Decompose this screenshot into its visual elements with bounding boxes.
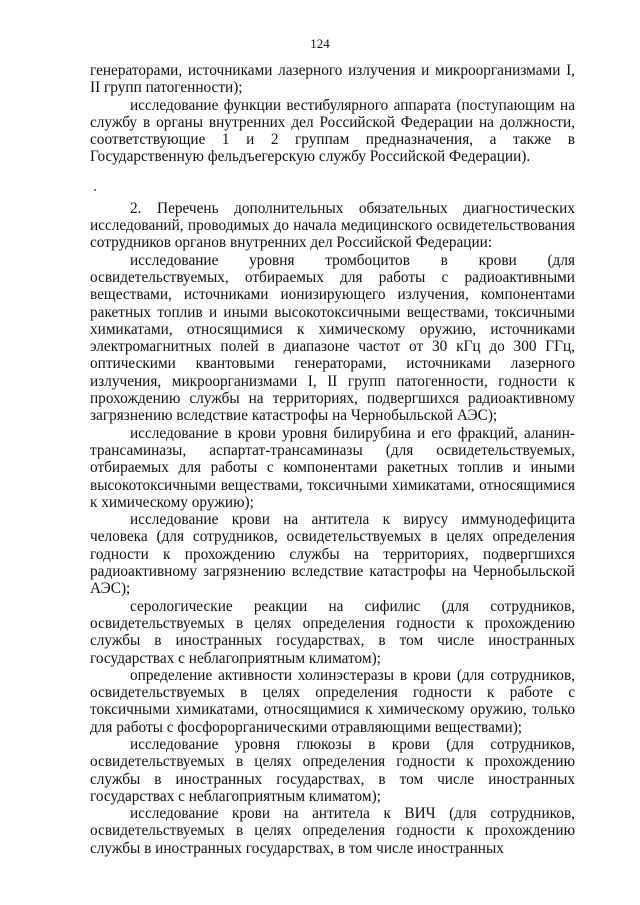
- paragraph-vestibular-test: исследование функции вестибулярного аппарата (поступающим на службу в органы внутренних дел Российской Федерации на должности, соответствующие 1 и 2 группам предназначения, а также в Государственную фельдъегерскую службу Российской Федерации).: [90, 96, 575, 166]
- paragraph-bilirubin: исследование в крови уровня билирубина и его фракций, аланин-трансаминазы, аспартат-трансаминазы (для освидетельствуемых, отбираемых для работы с компонентами ракетных топлив и иными высокотоксичными веществами, токсичными химикатами, относящимися к химическому оружию);: [90, 424, 575, 511]
- page-body: [90, 62, 575, 857]
- paragraph-glucose: исследование уровня глюкозы в крови (для сотрудников, освидетельствуемых в целях определения годности к прохождению службы в иностранных государствах, в том числе иностранных государствах с неблагоприятным климатом);: [90, 735, 575, 805]
- paragraph-cholinesterase: определение активности холинэстеразы в крови (для сотрудников, освидетельствуемых в целях определения годности к работе с токсичными химикатами, относящимися к химическому оружию, только для работы с фосфорорганическими отравляющими веществами);: [90, 666, 575, 736]
- paragraph-hiv-abroad: исследование крови на антитела к ВИЧ (для сотрудников, освидетельствуемых в целях определения годности к прохождению службы в иностранных государствах, в том числе иностранных: [90, 805, 575, 857]
- paragraph-hiv-antibodies-chernobyl: исследование крови на антитела к вирусу иммунодефицита человека (для сотрудников, освидетельствуемых в целях определения годности к прохождению службы на территориях, подвергшихся радиоактивному загрязнению вследствие катастрофы на Чернобыльской АЭС);: [90, 511, 575, 598]
- page-number: 124: [310, 36, 330, 51]
- section-2-heading-paragraph: 2. Перечень дополнительных обязательных диагностических исследований, проводимых до начала медицинского освидетельствования сотрудников органов внутренних дел Российской Федерации:: [90, 199, 575, 252]
- section-gap: [90, 166, 575, 200]
- paragraph-syphilis: серологические реакции на сифилис (для сотрудников, освидетельствуемых в целях определения годности к прохождению службы в иностранных государствах, в том числе иностранных государствах с неблагоприятным климатом);: [90, 597, 575, 667]
- paragraph-continuation: генераторами, источниками лазерного излучения и микроорганизмами I, II групп патогенности);: [90, 62, 575, 97]
- paragraph-platelets: исследование уровня тромбоцитов в крови (для освидетельствуемых, отбираемых для работы с радиоактивными веществами, источниками ионизирующего излучения, компонентами ракетных топлив и иными высокотоксичными веществами, токсичными химикатами, относящимися к химическому оружию, источниками электромагнитных полей в диапазоне частот от 30 кГц до 300 ГГц, оптическими квантовыми генераторами, источниками лазерного излучения, микроорганизмами I, II групп патогенности, годности к прохождению службы на территориях, подвергшихся радиоактивному загрязнению вследствие катастрофы на Чернобыльской АЭС);: [90, 251, 575, 425]
